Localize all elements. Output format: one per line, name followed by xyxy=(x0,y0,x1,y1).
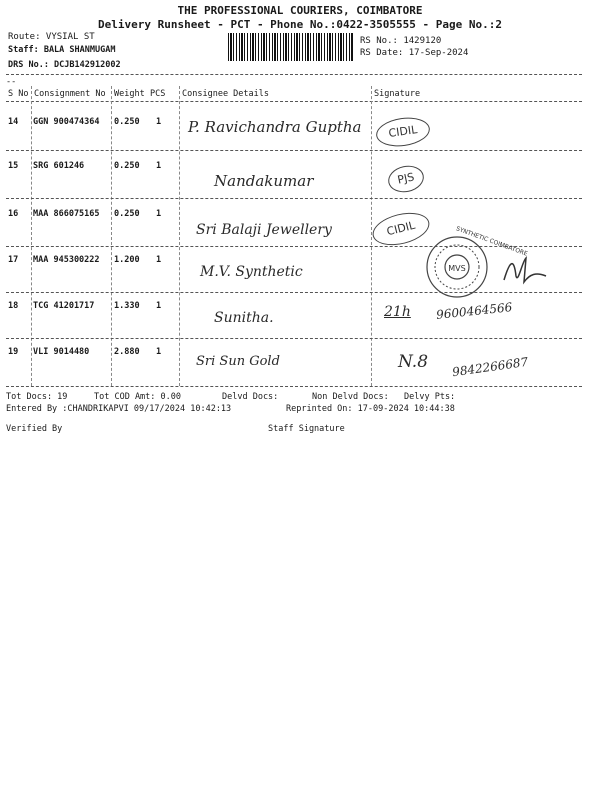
row-divider xyxy=(6,386,582,387)
signature-stamp: CIDIL xyxy=(369,207,433,250)
row-sno: 17 xyxy=(8,255,19,265)
consignee-handwriting: P. Ravichandra Guptha xyxy=(188,118,362,136)
row-sno: 18 xyxy=(8,301,19,311)
row-pcs: 1 xyxy=(156,209,162,219)
phone-handwriting: 9842266687 xyxy=(451,354,529,380)
signature-stamp: PJS xyxy=(386,163,427,196)
company-seal-stamp xyxy=(424,234,490,300)
col-consignment: Consignment No xyxy=(34,89,106,99)
row-pcs: 1 xyxy=(156,117,162,127)
verified-by: Verified By xyxy=(6,424,63,434)
row-sno: 14 xyxy=(8,117,19,127)
row-consignment: MAA 945300222 xyxy=(33,255,100,265)
row-divider xyxy=(6,198,582,199)
divider xyxy=(6,74,582,75)
row-sno: 15 xyxy=(8,161,19,171)
non-delivered-docs: Non Delvd Docs: xyxy=(312,392,389,402)
signature-handwriting: N.8 xyxy=(398,352,429,372)
consignee-handwriting: Nandakumar xyxy=(214,172,314,190)
header-divider xyxy=(6,101,582,102)
divider-mark: -- xyxy=(6,77,17,87)
signature-handwriting: 21h xyxy=(384,304,411,320)
row-weight: 0.250 xyxy=(114,209,140,219)
row-pcs: 1 xyxy=(156,301,162,311)
row-weight: 1.330 xyxy=(114,301,140,311)
row-consignment: VLI 9014480 xyxy=(33,347,90,357)
delivered-docs: Delvd Docs: xyxy=(222,392,279,402)
col-signature: Signature xyxy=(374,89,421,99)
company-title: THE PROFESSIONAL COURIERS, COIMBATORE xyxy=(177,4,423,17)
row-divider xyxy=(6,150,582,151)
col-separator xyxy=(111,86,112,386)
reprinted-on: Reprinted On: 17-09-2024 10:44:38 xyxy=(286,404,455,414)
drs-label: DRS No.: DCJB142912002 xyxy=(8,60,121,70)
row-pcs: 1 xyxy=(156,161,162,171)
seal-text: SYNTHETIC COIMBATORE xyxy=(455,225,529,258)
rs-date: RS Date: 17-Sep-2024 xyxy=(360,48,469,58)
row-pcs: 1 xyxy=(156,255,162,265)
signature-scribble-icon xyxy=(500,250,550,290)
col-pcs: PCS xyxy=(150,89,166,99)
staff-signature: Staff Signature xyxy=(268,424,345,434)
row-weight: 0.250 xyxy=(114,161,140,171)
consignee-handwriting: Sunitha. xyxy=(214,310,274,326)
total-docs: Tot Docs: 19 xyxy=(6,392,68,402)
row-weight: 2.880 xyxy=(114,347,140,357)
consignee-handwriting: Sri Balaji Jewellery xyxy=(196,222,332,238)
row-consignment: TCG 41201717 xyxy=(33,301,95,311)
col-separator xyxy=(371,86,372,386)
row-consignment: GGN 900474364 xyxy=(33,117,100,127)
row-consignment: MAA 866075165 xyxy=(33,209,100,219)
row-consignment: SRG 601246 xyxy=(33,161,85,171)
row-weight: 0.250 xyxy=(114,117,140,127)
consignee-handwriting: M.V. Synthetic xyxy=(200,264,303,280)
svg-text:MVS: MVS xyxy=(448,264,466,273)
phone-handwriting: 9600464566 xyxy=(435,300,513,322)
rs-number: RS No.: 1429120 xyxy=(360,36,442,46)
entered-by: Entered By :CHANDRIKAPVI 09/17/2024 10:42:13 xyxy=(6,404,232,414)
signature-stamp: CIDIL xyxy=(374,114,431,149)
barcode xyxy=(228,33,354,61)
col-weight: Weight xyxy=(114,89,145,99)
row-sno: 19 xyxy=(8,347,19,357)
col-consignee: Consignee Details xyxy=(182,89,269,99)
row-divider xyxy=(6,338,582,339)
consignee-handwriting: Sri Sun Gold xyxy=(196,354,280,369)
row-divider xyxy=(6,292,582,293)
col-separator xyxy=(179,86,180,386)
col-sno: S No xyxy=(8,89,29,99)
row-pcs: 1 xyxy=(156,347,162,357)
delivery-points: Delvy Pts: xyxy=(404,392,456,402)
row-weight: 1.200 xyxy=(114,255,140,265)
col-separator xyxy=(31,86,32,386)
row-sno: 16 xyxy=(8,209,19,219)
runsheet-subtitle: Delivery Runsheet - PCT - Phone No.:0422-3505555 - Page No.:2 xyxy=(98,18,502,31)
route-label: Route: VYSIAL ST xyxy=(8,32,95,42)
staff-label: Staff: BALA SHANMUGAM xyxy=(8,45,116,55)
total-cod-amount: Tot COD Amt: 0.00 xyxy=(94,392,181,402)
